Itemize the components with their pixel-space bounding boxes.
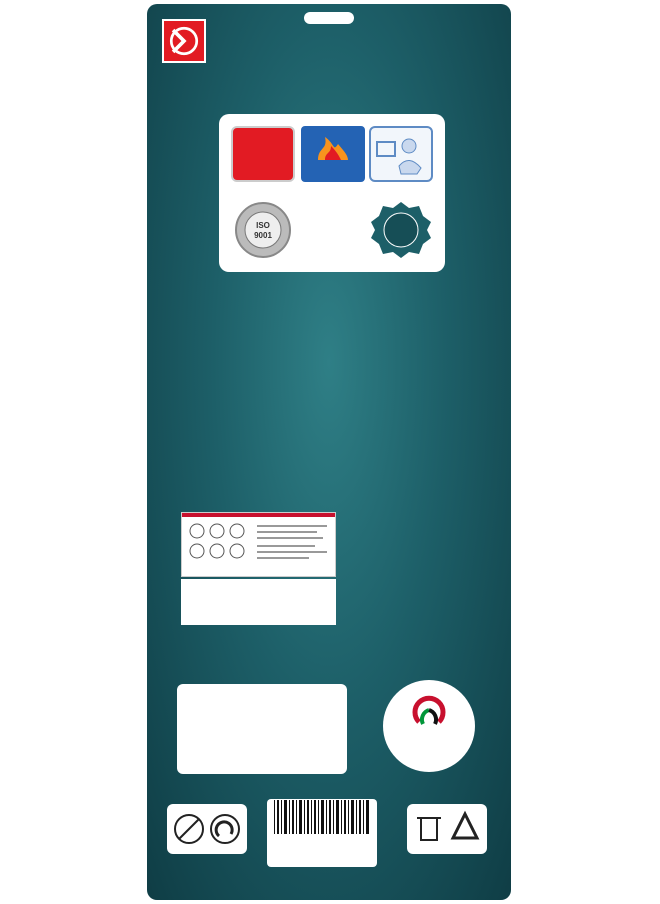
- recycle-arrow-icon: [211, 815, 239, 843]
- product-card: [147, 4, 511, 900]
- plug-type-panel: [181, 512, 336, 577]
- universal-plug-badge: [231, 126, 295, 182]
- kadris-logo-icon: [162, 19, 206, 63]
- flame-icon: [313, 132, 353, 162]
- symbols-left: [167, 804, 247, 854]
- emirates-quality-mark: [383, 680, 475, 772]
- barcode-label: [267, 799, 377, 867]
- child-safety-icon: [369, 126, 433, 182]
- hang-hole: [304, 12, 354, 24]
- warranty-badge: [369, 200, 433, 256]
- svg-text:ISO: ISO: [256, 221, 270, 230]
- quality-mark-icon: [383, 680, 475, 734]
- barcode-icon: [272, 800, 372, 834]
- certification-panel: [219, 114, 445, 272]
- output-chart: [147, 304, 511, 454]
- ce-mark-icon: [301, 200, 365, 256]
- recycling-icon: [453, 814, 477, 838]
- plug-diagrams-icon: [182, 517, 337, 569]
- notes-panel: [177, 684, 347, 774]
- trash-bin-icon: [417, 818, 441, 840]
- symbols-right: [407, 804, 487, 854]
- svg-text:9001: 9001: [254, 231, 272, 240]
- warning-panel: [181, 579, 336, 625]
- heat-resistant-badge: [301, 126, 365, 182]
- no-disassemble-icon: [175, 815, 203, 843]
- iso-9001-badge: [231, 200, 295, 256]
